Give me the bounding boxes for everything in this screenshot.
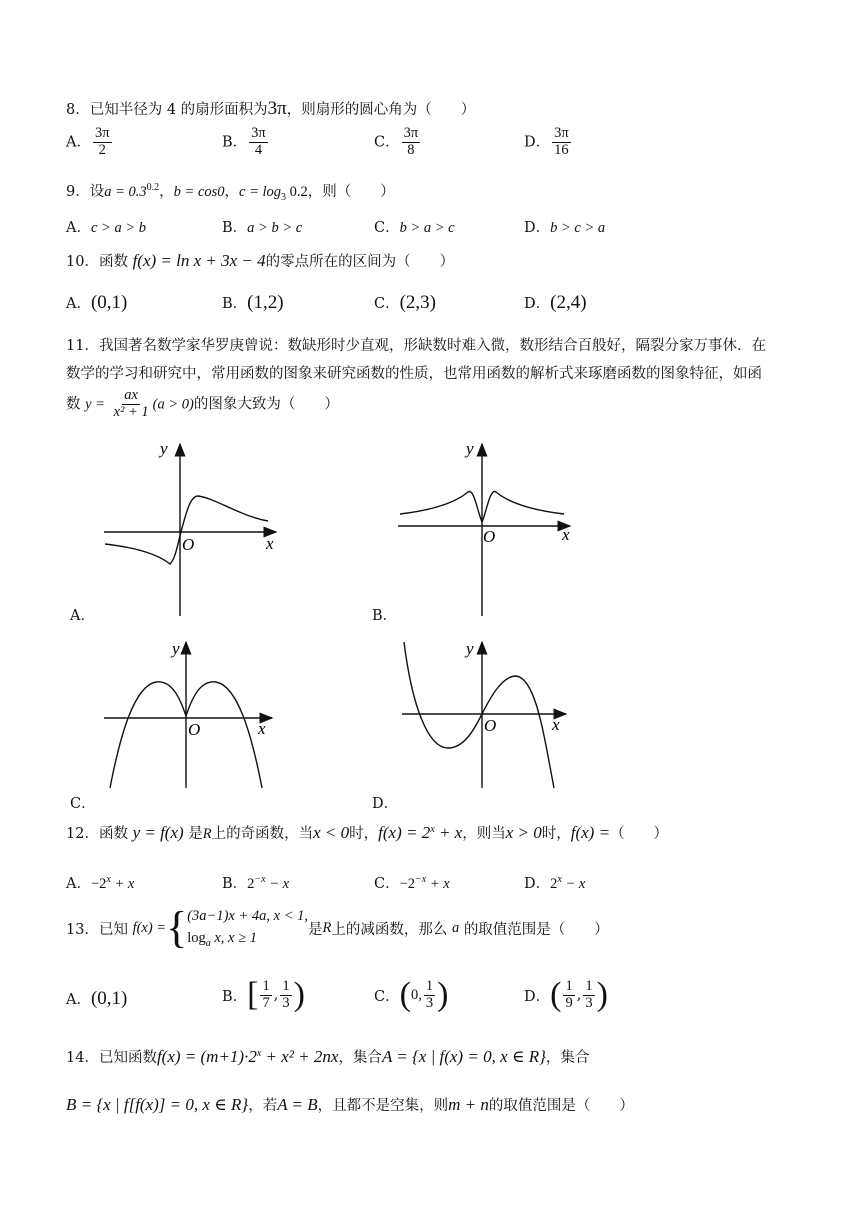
graph-c[interactable] xyxy=(100,636,290,790)
q9-option-b[interactable]: B．a > b > c xyxy=(222,220,303,236)
q10-option-b[interactable]: B．(1,2) xyxy=(222,292,284,313)
origin-label: O xyxy=(188,720,201,739)
q13-option-c[interactable]: C． ( 0, $\frac{1}{3}$ ) xyxy=(374,976,449,1013)
q10-option-d[interactable]: D．(2,4) xyxy=(524,292,587,313)
q9-option-c[interactable]: C．b > a > c xyxy=(374,220,455,236)
q12-option-b[interactable]: B．$2^{-x} - x$ xyxy=(222,874,290,892)
x-label: x xyxy=(266,534,274,553)
y-label: y xyxy=(160,439,168,458)
q12-option-a[interactable]: A．$-2^x + x$ xyxy=(66,874,135,892)
graph-a-label: A． xyxy=(70,608,95,624)
graph-c-label: C． xyxy=(70,796,96,812)
q8-stem: 8．已知半径为 4 的扇形面积为3π，则扇形的圆心角为（ ） xyxy=(66,98,476,119)
graph-d-label: D． xyxy=(372,796,399,812)
q10-option-c[interactable]: C．(2,3) xyxy=(374,292,437,313)
x-label: x xyxy=(562,525,570,544)
curve-d xyxy=(404,642,554,788)
y-label: y xyxy=(466,639,474,658)
q13-option-b[interactable]: B． [ $\frac{1}{7}$ , $\frac{1}{3}$ ) xyxy=(222,976,305,1013)
graph-b-label: B． xyxy=(372,608,398,624)
graph-a[interactable] xyxy=(100,436,290,618)
q11-line-1: 11．我国著名数学家华罗庚曾说：数缺形时少直观，形缺数时难入微，数形结合百般好，隔裂分家万事休．在 xyxy=(66,338,766,354)
x-label: x xyxy=(258,719,266,738)
q12-option-c[interactable]: C．$-2^{-x} + x$ xyxy=(374,874,450,892)
y-label: y xyxy=(466,439,474,458)
q8-option-a[interactable]: A． $\frac{3\pi}{2}$ xyxy=(66,125,110,158)
q9-stem: 9．设$a = 0.3^{0.2}$，b = cos0，$c = \log_3 0.2$，则（ ） xyxy=(66,182,395,203)
q9-option-d[interactable]: D．b > c > a xyxy=(524,220,606,236)
origin-label: O xyxy=(483,527,496,546)
q13-option-a[interactable]: A．(0,1) xyxy=(66,988,128,1009)
x-label: x xyxy=(552,715,560,734)
q14-line-2: B = {x | f[f(x)] = 0, x ∈ R}，若A = B，且都不是空集，则m + n的取值范围是（ ） xyxy=(66,1095,634,1114)
q10-option-a[interactable]: A．(0,1) xyxy=(66,292,128,313)
q12-stem: 12．函数 y = f(x) 是R上的奇函数，当x < 0时，$f(x) = 2^x + x$，则当x > 0时，f(x) =（ ） xyxy=(66,823,669,842)
q11-line-2: 数学的学习和研究中，常用函数的图象来研究函数的性质，也常用函数的解析式来琢磨函数的图象特征，如函 xyxy=(66,366,762,382)
q8-option-d[interactable]: D． $\frac{3\pi}{16}$ xyxy=(524,125,569,158)
piece-2: $\log_a x$, x ≥ 1 xyxy=(187,929,257,949)
q13-stem: 13．已知 f(x) = { (3a−1)x + 4a, x < 1, $\log_a x$, x ≥ 1 是 R 上的减函数，那么 a 的取值范围是（ ） xyxy=(66,903,609,953)
q10-stem: 10．函数 f(x) = ln x + 3x − 4的零点所在的区间为（ ） xyxy=(66,251,455,270)
q8-option-b[interactable]: B． $\frac{3\pi}{4}$ xyxy=(222,125,266,158)
q12-option-d[interactable]: D．$2^x - x$ xyxy=(524,874,586,892)
graph-b[interactable] xyxy=(394,436,584,618)
graph-d[interactable] xyxy=(398,636,588,790)
q8-option-c[interactable]: C． $\frac{3\pi}{8}$ xyxy=(374,125,419,158)
q11-line-3: 数 y = $\frac{ax}{\text{x² + 1}}$ (a > 0)的图象大致为（ ） xyxy=(66,387,339,420)
q9-option-a[interactable]: A．c > a > b xyxy=(66,220,146,236)
y-label: y xyxy=(172,639,180,658)
q13-option-d[interactable]: D． ( $\frac{1}{9}$ , $\frac{1}{3}$ ) xyxy=(524,976,608,1013)
q14-line-1: 14．已知函数$f(x) = (m+1)\cdot 2^x + x^2 + 2nx$，集合A = {x | f(x) = 0, x ∈ R}，集合 xyxy=(66,1047,590,1066)
origin-label: O xyxy=(484,716,497,735)
piece-1: (3a−1)x + 4a, x < 1, xyxy=(187,908,308,924)
origin-label: O xyxy=(182,535,195,554)
